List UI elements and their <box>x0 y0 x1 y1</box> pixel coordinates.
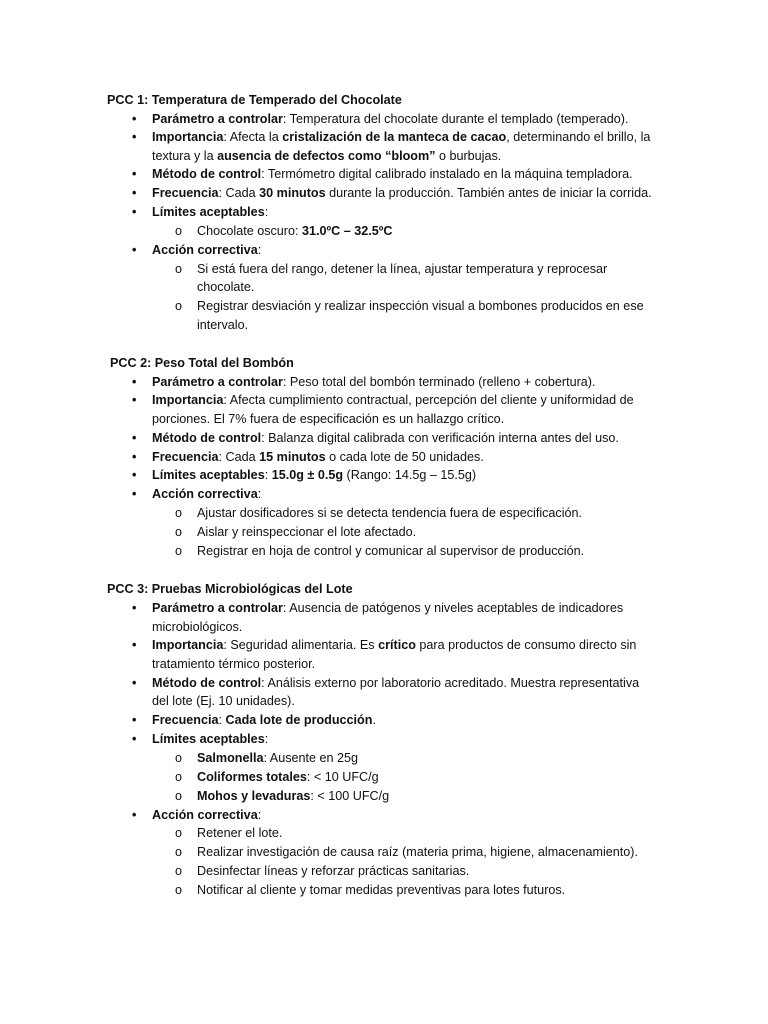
pcc3-corrective-item: o Notificar al cliente y tomar medidas preventivas para lotes futuros. <box>197 883 565 897</box>
pcc3-limit-item: o Mohos y levaduras: < 100 UFC/g <box>197 789 389 803</box>
pcc3-limit-item: o Coliformes totales: < 10 UFC/g <box>197 770 379 784</box>
pcc3-parameter-cont: microbiológicos. <box>152 620 243 634</box>
pcc1-importance: • Importancia: Afecta la cristalización de la manteca de cacao, determinando el brillo, la <box>152 130 650 144</box>
pcc1-limit-item: o Chocolate oscuro: 31.0ºC – 32.5ºC <box>197 224 392 238</box>
pcc1-corrective: • Acción correctiva: <box>152 243 261 257</box>
pcc3-importance: • Importancia: Seguridad alimentaria. Es crítico para productos de consumo directo sin <box>152 638 636 652</box>
pcc1-corrective-item-cont: intervalo. <box>197 318 249 332</box>
pcc3-corrective-item: o Realizar investigación de causa raíz (materia prima, higiene, almacenamiento). <box>197 845 638 859</box>
pcc2-corrective: • Acción correctiva: <box>152 487 261 501</box>
pcc2-importance: • Importancia: Afecta cumplimiento contractual, percepción del cliente y uniformidad de <box>152 393 634 407</box>
pcc3-corrective-item: o Retener el lote. <box>197 826 282 840</box>
pcc1-method: • Método de control: Termómetro digital calibrado instalado en la máquina templadora. <box>152 167 633 181</box>
pcc3-limit-item: o Salmonella: Ausente en 25g <box>197 751 358 765</box>
pcc3-method: • Método de control: Análisis externo por laboratorio acreditado. Muestra representativa <box>152 676 639 690</box>
pcc1-parameter: • Parámetro a controlar: Temperatura del chocolate durante el templado (temperado). <box>152 112 629 126</box>
pcc1-importance-cont: textura y la ausencia de defectos como “bloom” o burbujas. <box>152 149 502 163</box>
pcc1-corrective-item: o Registrar desviación y realizar inspección visual a bombones producidos en ese <box>197 299 644 313</box>
pcc3-corrective-item: o Desinfectar líneas y reforzar prácticas sanitarias. <box>197 864 469 878</box>
pcc1-corrective-item-cont: chocolate. <box>197 280 255 294</box>
pcc2-method: • Método de control: Balanza digital calibrada con verificación interna antes del uso. <box>152 431 619 445</box>
pcc3-limits: • Límites aceptables: <box>152 732 268 746</box>
pcc1-corrective-item: o Si está fuera del rango, detener la línea, ajustar temperatura y reprocesar <box>197 262 607 276</box>
pcc2-corrective-item: o Aislar y reinspeccionar el lote afectado. <box>197 525 416 539</box>
pcc2-corrective-item: o Registrar en hoja de control y comunicar al supervisor de producción. <box>197 544 584 558</box>
pcc1-title: PCC 1: Temperatura de Temperado del Chocolate <box>107 93 402 107</box>
pcc2-parameter: • Parámetro a controlar: Peso total del bombón terminado (relleno + cobertura). <box>152 375 595 389</box>
pcc2-limits: • Límites aceptables: 15.0g ± 0.5g (Rango: 14.5g – 15.5g) <box>152 468 476 482</box>
pcc2-corrective-item: o Ajustar dosificadores si se detecta tendencia fuera de especificación. <box>197 506 582 520</box>
pcc3-parameter: • Parámetro a controlar: Ausencia de patógenos y niveles aceptables de indicadores <box>152 601 623 615</box>
pcc3-importance-cont: tratamiento térmico posterior. <box>152 657 316 671</box>
pcc2-frequency: • Frecuencia: Cada 15 minutos o cada lote de 50 unidades. <box>152 450 484 464</box>
pcc3-method-cont: del lote (Ej. 10 unidades). <box>152 694 295 708</box>
pcc3-frequency: • Frecuencia: Cada lote de producción. <box>152 713 376 727</box>
pcc2-title: PCC 2: Peso Total del Bombón <box>110 356 294 370</box>
pcc1-limits: • Límites aceptables: <box>152 205 268 219</box>
pcc1-frequency: • Frecuencia: Cada 30 minutos durante la producción. También antes de iniciar la corrida. <box>152 186 652 200</box>
pcc3-title: PCC 3: Pruebas Microbiológicas del Lote <box>107 582 353 596</box>
pcc2-importance-cont: porciones. El 7% fuera de especificación es un hallazgo crítico. <box>152 412 505 426</box>
pcc3-corrective: • Acción correctiva: <box>152 808 261 822</box>
